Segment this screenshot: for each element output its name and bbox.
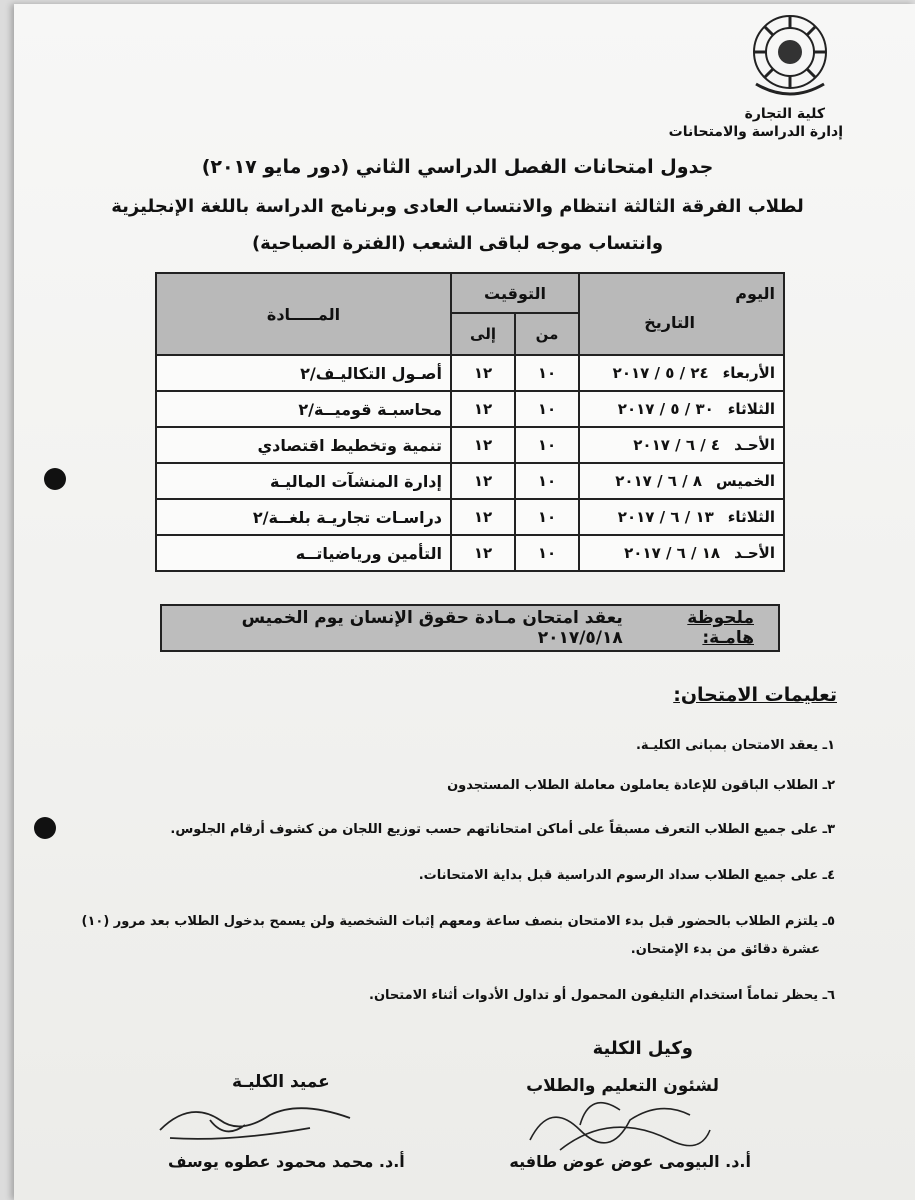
dean-title: عميد الكليـة: [232, 1072, 330, 1092]
cell-to: ١٢: [473, 436, 493, 454]
table-cell: [515, 463, 579, 499]
cell-day: الخميس: [716, 472, 775, 490]
header-day-date: [579, 273, 784, 355]
cell-subject: دراسـات تجاريـة بلغــة/٢: [252, 507, 442, 527]
table-row: [156, 391, 784, 427]
header-date: التاريخ: [644, 313, 695, 332]
faculty-name: كلية التجارة: [744, 106, 825, 122]
cell-from: ١٠: [537, 400, 557, 418]
instruction-item: ٤ـ على جميع الطلاب سداد الرسوم الدراسية قبل بداية الامتحانات.: [418, 868, 835, 883]
table-cell: [156, 427, 451, 463]
vice-dean-signature: [520, 1080, 720, 1160]
table-cell: [515, 427, 579, 463]
table-row: [156, 355, 784, 391]
table-cell: [156, 499, 451, 535]
cell-from: ١٠: [537, 508, 557, 526]
instruction-item: ٣ـ على جميع الطلاب التعرف مسبقاً على أماكن امتحاناتهم حسب توزيع اللجان من كشوف أرقام الجلوس.: [170, 822, 835, 837]
header-time: التوقيت: [451, 273, 579, 313]
cell-date: ٤ / ٦ / ٢٠١٧: [633, 436, 721, 454]
dean-signature: [150, 1090, 370, 1150]
instruction-item: ٦ـ يحظر تماماً استخدام التليفون المحمول أو تداول الأدوات أثناء الامتحان.: [369, 988, 835, 1003]
table-cell: [515, 535, 579, 571]
doc-subtitle-2: وانتساب موجه لباقى الشعب (الفترة الصباحية): [251, 233, 664, 254]
instruction-item: ٢ـ الطلاب الباقون للإعادة يعاملون معاملة الطلاب المستجدون: [447, 778, 835, 793]
table-cell: [515, 355, 579, 391]
header-day: اليوم: [735, 284, 775, 303]
instruction-item: ١ـ يعقد الامتحان بمبانى الكليـة.: [635, 738, 835, 753]
table-cell: [579, 535, 784, 571]
cell-subject: إدارة المنشآت الماليـة: [269, 471, 442, 491]
cell-from: ١٠: [537, 364, 557, 382]
instruction-item-cont: عشرة دقائق من بدء الإمتحان.: [630, 942, 820, 957]
table-cell: [156, 391, 451, 427]
vice-dean-title: وكيل الكلية: [592, 1038, 693, 1059]
table-cell: [451, 535, 515, 571]
cell-day: الأربعاء: [722, 364, 775, 382]
note-label: ملحوظة هامـة:: [687, 608, 754, 648]
vice-dean-subtitle: لشئون التعليم والطلاب: [526, 1076, 719, 1096]
exam-schedule-table: [155, 272, 785, 572]
university-logo: [738, 8, 842, 106]
table-row: [156, 463, 784, 499]
table-cell: [579, 463, 784, 499]
cell-date: ٢٤ / ٥ / ٢٠١٧: [612, 364, 709, 382]
cell-day: الأحـد: [734, 544, 775, 562]
cell-to: ١٢: [473, 508, 493, 526]
cell-date: ١٨ / ٦ / ٢٠١٧: [624, 544, 721, 562]
table-cell: [451, 391, 515, 427]
table-row: [156, 427, 784, 463]
header-subject: المـــــادة: [156, 273, 451, 355]
vice-dean-name: أ.د. البيومى عوض عوض طافيه: [509, 1152, 751, 1171]
doc-title: جدول امتحانات الفصل الدراسي الثاني (دور مايو ٢٠١٧): [201, 156, 714, 178]
table-cell: [451, 427, 515, 463]
table-cell: [451, 355, 515, 391]
document-page: [14, 4, 915, 1200]
cell-subject: أصـول التكاليـف/٢: [300, 363, 442, 383]
table-cell: [579, 427, 784, 463]
table-cell: [579, 355, 784, 391]
cell-date: ٨ / ٦ / ٢٠١٧: [615, 472, 703, 490]
important-note: [160, 604, 780, 652]
cell-day: الأحـد: [734, 436, 775, 454]
table-cell: [156, 355, 451, 391]
cell-to: ١٢: [473, 364, 493, 382]
cell-date: ٣٠ / ٥ / ٢٠١٧: [617, 400, 714, 418]
department-name: إدارة الدراسة والامتحانات: [668, 124, 843, 140]
punch-hole: [44, 468, 66, 490]
cell-from: ١٠: [537, 544, 557, 562]
cell-date: ١٣ / ٦ / ٢٠١٧: [617, 508, 714, 526]
header-from: من: [515, 313, 579, 355]
table-cell: [451, 463, 515, 499]
doc-subtitle: لطلاب الفرقة الثالثة انتظام والانتساب العادى وبرنامج الدراسة باللغة الإنجليزية: [111, 196, 804, 217]
header-to: إلى: [451, 313, 515, 355]
table-row: [156, 499, 784, 535]
table-cell: [515, 499, 579, 535]
cell-subject: التأمين ورياضياتــه: [295, 543, 442, 563]
table-row: [156, 535, 784, 571]
cell-from: ١٠: [537, 436, 557, 454]
table-cell: [156, 535, 451, 571]
cell-day: الثلاثاء: [727, 400, 775, 418]
cell-day: الثلاثاء: [727, 508, 775, 526]
cell-subject: تنمية وتخطيط اقتصادي: [257, 435, 442, 455]
note-text: يعقد امتحان مـادة حقوق الإنسان يوم الخميس ٢٠١٧/٥/١٨: [241, 608, 623, 648]
table-cell: [451, 499, 515, 535]
table-cell: [579, 499, 784, 535]
table-cell: [156, 463, 451, 499]
cell-to: ١٢: [473, 544, 493, 562]
cell-subject: محاسبـة قوميــة/٢: [298, 399, 442, 419]
table-cell: [515, 391, 579, 427]
punch-hole: [34, 817, 56, 839]
instruction-item: ٥ـ يلتزم الطلاب بالحضور قبل بدء الامتحان بنصف ساعة ومعهم إثبات الشخصية ولن يسمح بدخول الطلاب بعد مرور (١٠): [81, 914, 835, 929]
cell-to: ١٢: [473, 400, 493, 418]
cell-from: ١٠: [537, 472, 557, 490]
cell-to: ١٢: [473, 472, 493, 490]
table-cell: [579, 391, 784, 427]
dean-name: أ.د. محمد محمود عطوه يوسف: [168, 1152, 405, 1171]
instructions-title: تعليمات الامتحان:: [673, 684, 837, 706]
